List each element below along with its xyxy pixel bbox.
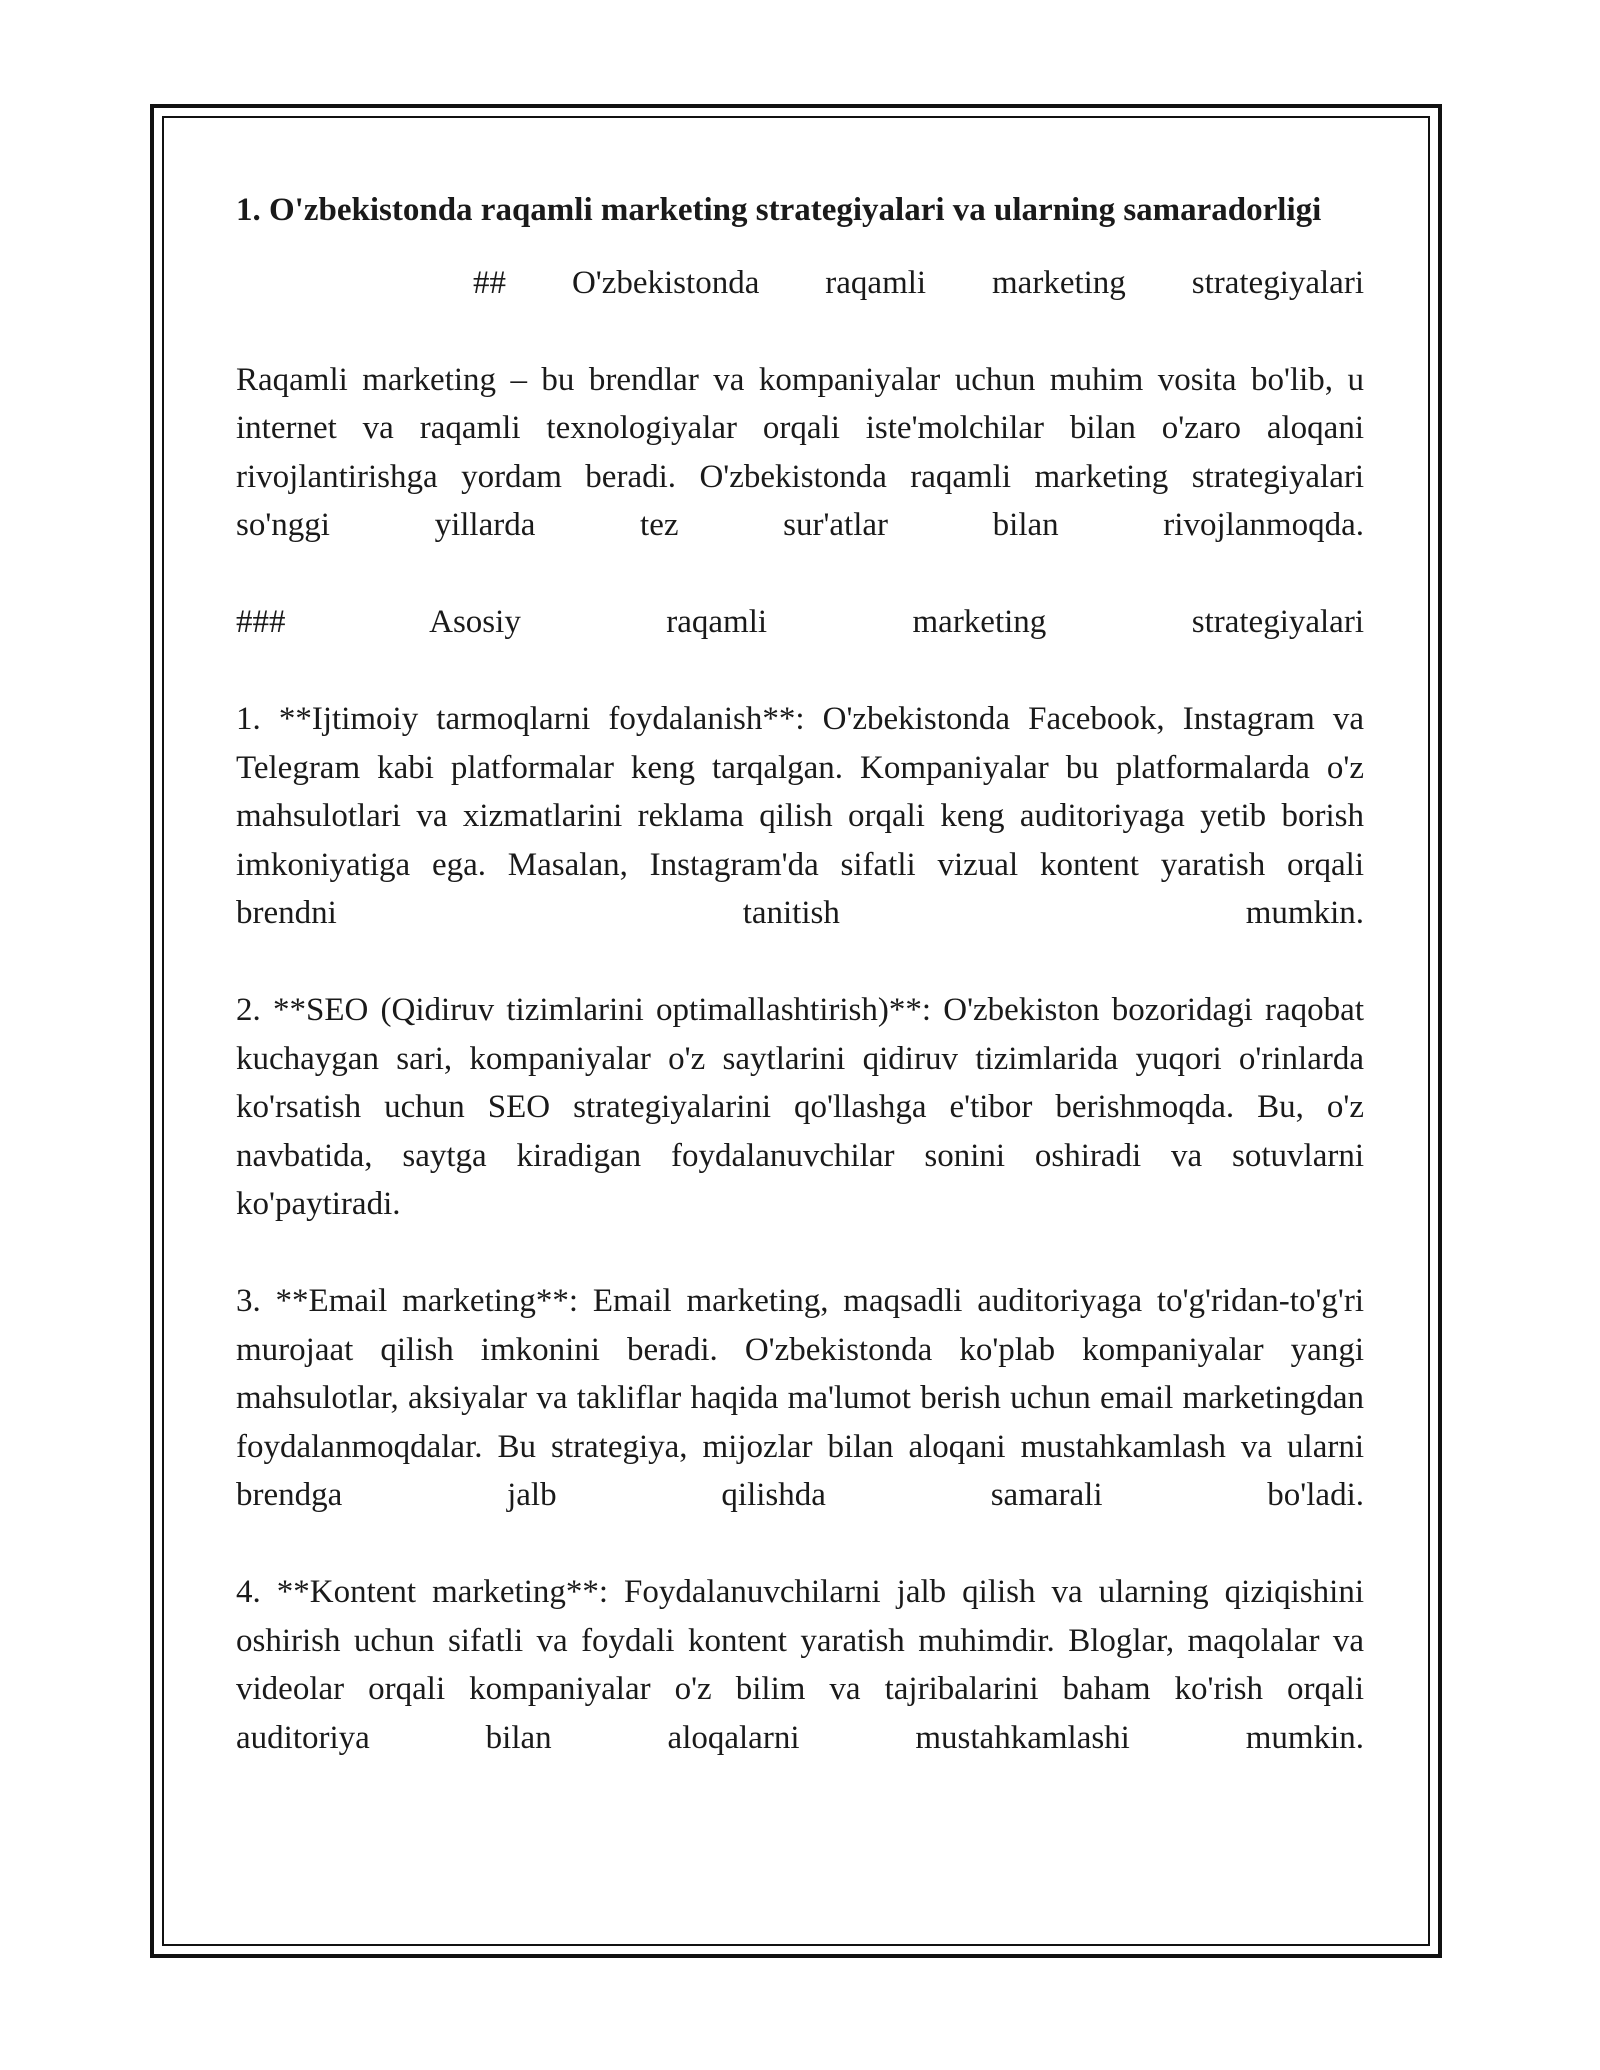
document-title: 1. O'zbekistonda raqamli marketing strategiyalari va ularning samaradorligi	[236, 192, 1322, 228]
list-item: 2. **SEO (Qidiruv tizimlarini optimallashtirish)**: O'zbekiston bozoridagi raqobat kuchaygan sari, kompaniyalar o'z saytlarini qidiruv tizimlarida yuqori o'rinlarda ko'rsatish uchun SEO strategiyalarini qo'llashga e'tibor berishmoqda. Bu, o'z navbatida, saytga kiradigan foydalanuvchilar sonini oshiradi va sotuvlarni ko'paytiradi.	[236, 992, 1364, 1222]
section-heading: ### Asosiy raqamli marketing strategiyalari	[236, 604, 1364, 640]
list-item: 3. **Email marketing**: Email marketing, maqsadli auditoriyaga to'g'ridan-to'g'ri murojaat qilish imkonini beradi. O'zbekistonda ko'plab kompaniyalar yangi mahsulotlar, aksiyalar va takliflar haqida ma'lumot berish uchun email marketingdan foydalanmoqdalar. Bu strategiya, mijozlar bilan aloqani mustahkamlash va ularni brendga jalb qilishda samarali bo'ladi.	[236, 1283, 1364, 1513]
intro-paragraph: Raqamli marketing – bu brendlar va kompaniyalar uchun muhim vosita bo'lib, u internet va raqamli texnologiyalar orqali iste'molchilar bilan o'zaro aloqani rivojlantirishga yordam beradi. O'zbekistonda raqamli marketing strategiyalari so'nggi yillarda tez sur'atlar bilan rivojlanmoqda.	[236, 361, 1364, 543]
document-body	[236, 186, 1364, 1762]
list-item: 4. **Kontent marketing**: Foydalanuvchilarni jalb qilish va ularning qiziqishini oshirish uchun sifatli va foydali kontent yaratish muhimdir. Bloglar, maqolalar va videolar orqali kompaniyalar o'z bilim va tajribalarini baham ko'rish orqali auditoriya bilan aloqalarni mustahkamlashi mumkin.	[236, 1574, 1364, 1756]
document-subtitle: ## O'zbekistonda raqamli marketing strategiyalari	[473, 264, 1364, 301]
list-item: 1. **Ijtimoiy tarmoqlarni foydalanish**: O'zbekistonda Facebook, Instagram va Telegram kabi platformalar keng tarqalgan. Kompaniyalar bu platformalarda o'z mahsulotlari va xizmatlarini reklama qilish orqali keng auditoriyaga yetib borish imkoniyatiga ega. Masalan, Instagram'da sifatli vizual kontent yaratish orqali brendni tanitish mumkin.	[236, 701, 1364, 931]
